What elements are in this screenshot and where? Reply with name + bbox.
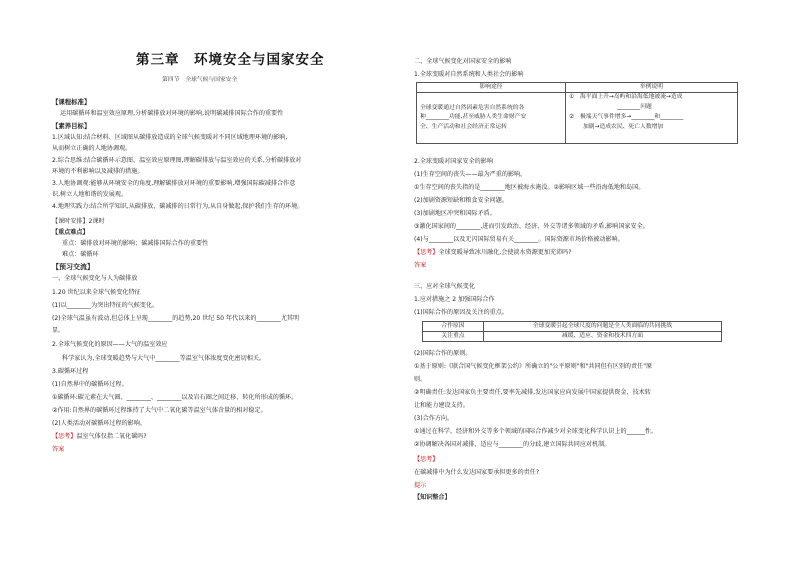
section-3-heading: 三、应对全球气候变化 — [414, 283, 475, 290]
answer-label-2: 答案 — [414, 262, 427, 269]
impact-table-header-path: 影响途径 — [417, 83, 566, 93]
answer-label-1: 答案 — [52, 446, 65, 453]
example-line-3: ② 极端天气事件增多→________和________ — [569, 113, 684, 120]
section-title: 第四节 全球气候与国家安全 — [162, 77, 238, 83]
think-question-2 — [414, 249, 572, 256]
key-points-label: 【重点难点】 — [52, 229, 89, 236]
coop-reason-value: 全球变暖引起全球尺度的问题是全人类面临的共同挑战 — [484, 322, 722, 332]
s1-item-1c: 显。 — [52, 327, 65, 334]
s1-item-1b: (2)全球气温虽有波动,但总体上呈现________的趋势,20 世纪 50 年代以来的________尤其明 — [52, 315, 300, 322]
s1-item-2a: 科学家认为,全球变暖趋势与大气中________等温室气体浓度变化密切相关。 — [62, 355, 266, 362]
curriculum-standard-text: 运用碳循环和温室效应原理,分析碳排放对环境的影响,说明碳减排国际合作的重要性 — [60, 110, 284, 117]
think-label-2: 【思考】 — [414, 249, 439, 256]
goal-2-cont: 环境的不利影响以及减排的措施。 — [52, 168, 144, 175]
preview-label: 【预习交流】 — [52, 263, 94, 271]
impact-table-header-example: 举例说明 — [566, 83, 738, 93]
s2-item-2e: ③激化国家间的________,进而引发政治、经济、外交等诸多领域的矛盾,影响国家安全。 — [414, 223, 649, 230]
think-text-2: 全球变暖导致冰川融化,会使淡水资源更加充沛吗? — [438, 249, 572, 256]
s3-item-1e: ②明确责任:发达国家负主要责任,要率先减排,发达国家应向发展中国家提供资金、技术转 — [414, 389, 651, 396]
impact-table-example-cell — [566, 92, 738, 143]
chapter-title: 第三章 环境安全与国家安全 — [136, 52, 325, 68]
literacy-goals-label: 【素养目标】 — [52, 122, 91, 130]
s2-item-1: 1.全球变暖对自然系统和人类社会的影响 — [414, 71, 524, 78]
goal-4: 4.地理实践力:结合所学知识,从碳排放、碳减排的日常行为,从自身做起,保护我们生存的环境。 — [52, 203, 304, 210]
s1-item-3c: ②作用:自然界的碳循环过程维持了大气中二氧化碳等温室气体含量的相对稳定。 — [52, 407, 267, 414]
example-line-4: 加剧→造成农民、死亡人数增加 — [583, 123, 664, 130]
s3-item-1b: (2)国际合作的原则。 — [414, 350, 472, 357]
path-line-1: 全球变暖通过自然因素危害自然系统的各 — [420, 104, 525, 111]
curriculum-standard-label: 【课程标准】 — [52, 98, 91, 106]
goal-3-cont: 识,树立人地和谐的发展观。 — [52, 191, 128, 198]
difficult-point: 难点：碳循环 — [62, 251, 99, 258]
impact-table — [416, 82, 738, 144]
think-label-1: 【思考】 — [52, 433, 77, 440]
s3-item-1a: (1)国际合作的原因及关注的重点。 — [414, 309, 508, 316]
goal-3: 3.人地协调观:能够从环境安全的角度,理解碳排放对环境的重要影响,增强国际碳减排合作意 — [52, 180, 296, 187]
example-line-2: ________问题 — [617, 103, 652, 110]
goal-2: 2.综合思维:结合碳循环示意图、温室效应原理图,理解碳排放与温室效应的关系,分析碳排放对 — [52, 157, 302, 164]
s1-item-1a: (1)以________为突出特征的气候变化。 — [52, 302, 159, 309]
path-line-3: 全、生产活动和社会经济正常运转 — [420, 124, 507, 131]
think-question-3: 在碳减排中为什么发达国家要承担更多的责任? — [414, 469, 540, 476]
s1-item-3a: (1)自然界中的碳循环过程。 — [52, 381, 128, 388]
s3-item-1h: ①通过在科学、经济和外交等多个领域的国际合作减少对全球变化科学认识上的______性。 — [414, 428, 658, 435]
key-point: 重点：碳排放对环境的影响；碳减排国际合作的重要性 — [62, 240, 209, 247]
goal-1-cont: 从而树立正确的人地协调观。 — [52, 145, 132, 152]
s2-item-2c: (2)加剧资源短缺和粮食安全问题。 — [414, 197, 508, 204]
s3-item-1d: 则。 — [414, 376, 427, 383]
section-2-heading: 二、全球气候变化对国家安全的影响 — [414, 58, 512, 65]
s1-item-2: 2.全球气候变化的原因——大气的温室效应 — [52, 341, 168, 348]
cooperation-table — [422, 321, 722, 342]
knowledge-integration-label: 【知识整合】 — [414, 494, 451, 501]
s3-item-1f: 让和能力建设支持。 — [414, 402, 469, 409]
s2-item-2d: (3)加剧地区冲突和国际矛盾。 — [414, 210, 496, 217]
coop-reason-label: 合作原因 — [423, 322, 484, 332]
s2-item-2: 2.全球变暖对国家安全的影响 — [414, 158, 493, 165]
path-line-2: 种________功能,甚至威胁人类生命财产安 — [420, 114, 527, 121]
s3-item-1i: ②协调解决各国对减排、适应与________的分歧,建立国际共同应对机制。 — [414, 441, 611, 448]
section-1-heading: 一、全球气候变化与人为碳排放 — [52, 275, 138, 282]
s2-item-2a: (1)生存空间的丧失——最为严重的影响。 — [414, 171, 527, 178]
s3-item-1g: (3)合作方向。 — [414, 415, 454, 422]
coop-focus-label: 关注重点 — [423, 331, 484, 341]
goal-1: 1.区域认知:结合材料、区域图从碳排放造成的全球气候变暖对不同区域地理环境的影响, — [52, 134, 288, 141]
s1-item-1: 1.20 世纪以来全球气候变化特征 — [52, 289, 141, 296]
s2-item-2b: ①生存空间的丧失指的是________地区被海水淹没。②影响区域一些沿海低地和岛国。 — [414, 184, 645, 191]
hint-label: 提示 — [414, 482, 427, 489]
impact-table-path-cell — [417, 92, 566, 143]
think-text-1: 温室气体仅指二氧化碳吗? — [76, 433, 147, 440]
s1-item-3: 3.碳循环过程 — [52, 368, 89, 375]
class-hours: 【课时安排】2课时 — [52, 218, 105, 225]
coop-focus-value: 减缓、适应、资金和技术四方面 — [484, 331, 722, 341]
think-question-1 — [52, 433, 147, 440]
example-line-1: ① 海平面上升→岛屿和沿海低地被淹→造成 — [569, 93, 683, 100]
s1-item-3d: (2)人类活动对碳循环过程的影响。 — [52, 420, 146, 427]
s3-item-1: 1.应对措施之 2 加强国际合作 — [414, 296, 495, 303]
s3-item-1c: ①基于原则:《联合国气候变化框架公约》所确立的"公平原则"和"共同但有区别的责任"原 — [414, 363, 653, 370]
think-label-3: 【思考】 — [414, 456, 439, 463]
s1-item-3b: ①碳循环:碳元素在大气圈、________、________以及岩石圈之间迁移、转化所形成的循环。 — [52, 394, 298, 401]
s2-item-2f: (4)与________以及无闪国际贸易有关________。国际资源市场价格被动影响。 — [414, 236, 624, 243]
